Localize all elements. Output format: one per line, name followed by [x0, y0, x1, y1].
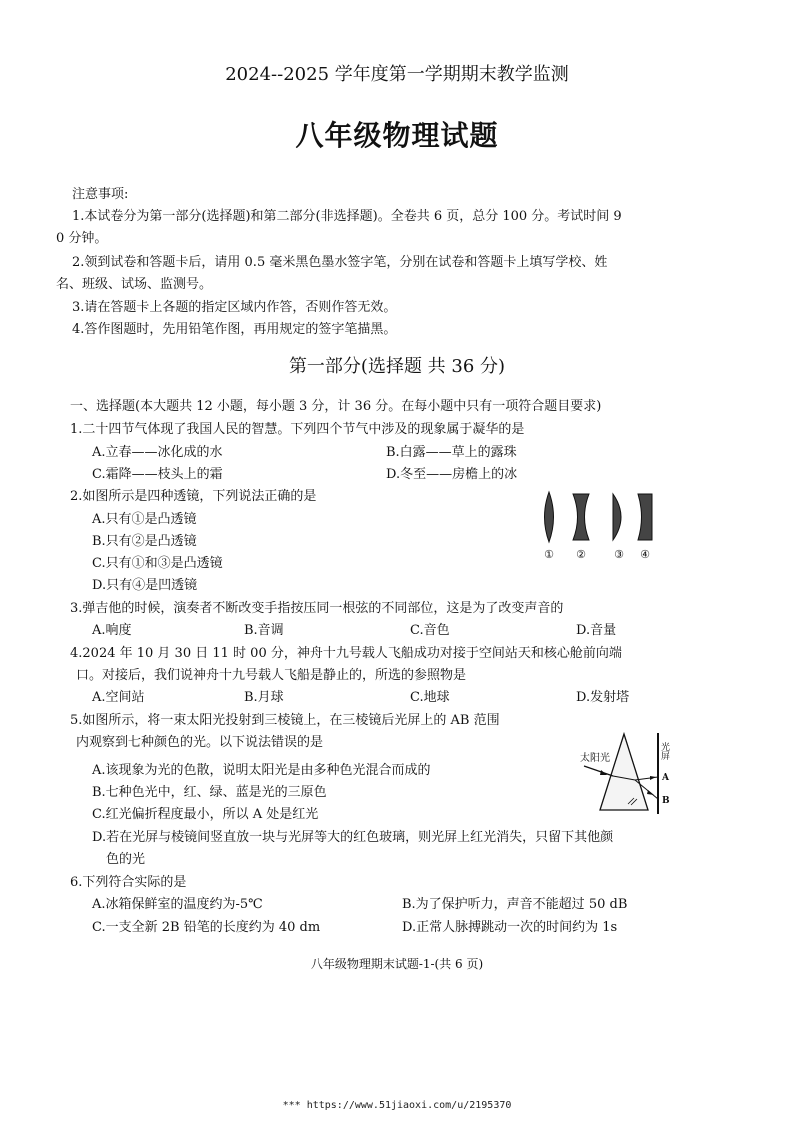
q2-option-b: B.只有②是凸透镜: [92, 534, 197, 549]
part-one-title: 第一部分(选择题 共 36 分): [288, 356, 506, 377]
q3-stem: 3.弹吉他的时候，演奏者不断改变手指按压同一根弦的不同部位，这是为了改变声音的: [70, 601, 564, 616]
q3-option-c: C.音色: [410, 623, 450, 638]
lens-label-4: ④: [640, 548, 650, 561]
q5-option-b: B.七种色光中，红、绿、蓝是光的三原色: [92, 785, 327, 800]
q6-option-b: B.为了保护听力，声音不能超过 50 dB: [402, 897, 628, 912]
q2-option-d: D.只有④是凹透镜: [92, 578, 198, 593]
label-b: B: [662, 796, 670, 806]
q4-option-d: D.发射塔: [576, 690, 630, 705]
q1-option-d: D.冬至——房檐上的冰: [386, 467, 518, 482]
watermark-url: *** https://www.51jiaoxi.com/u/2195370: [282, 1100, 512, 1111]
q6-stem: 6.下列符合实际的是: [70, 875, 187, 890]
q1-option-a: A.立春——冰化成的水: [92, 445, 223, 460]
sunlight-ray: [584, 766, 613, 776]
prism: [600, 734, 648, 810]
q6-option-d: D.正常人脉搏跳动一次的时间约为 1s: [402, 920, 618, 935]
q6-option-c: C.一支全新 2B 铅笔的长度约为 40 dm: [92, 920, 321, 935]
q5-stem: 5.如图所示，将一束太阳光投射到三棱镜上，在三棱镜后光屏上的 AB 范围: [70, 713, 500, 728]
q4-stem-cont: 口。对接后，我们说神舟十九号载人飞船是静止的，所选的参照物是: [76, 668, 467, 683]
prism-figure: [580, 728, 690, 816]
q4-option-b: B.月球: [244, 690, 284, 705]
notice-item-4: 4.答作图题时，先用铅笔作图，再用规定的签字笔描黑。: [72, 322, 397, 337]
lens-1-biconvex: [545, 492, 554, 542]
lens-4-planoconcave: [638, 494, 652, 540]
q3-option-a: A.响度: [92, 623, 132, 638]
q1-stem: 1.二十四节气体现了我国人民的智慧。下列四个节气中涉及的现象属于凝华的是: [70, 422, 525, 437]
q3-option-b: B.音调: [244, 623, 284, 638]
q6-option-a: A.冰箱保鲜室的温度约为-5℃: [92, 897, 263, 912]
q5-stem-cont: 内观察到七种颜色的光。以下说法错误的是: [76, 735, 324, 750]
notice-item-2-cont: 名、班级、试场、监测号。: [56, 277, 213, 292]
q3-option-d: D.音量: [576, 623, 617, 638]
sunlight-label: 太阳光: [580, 753, 610, 764]
exam-subtitle: 2024--2025 学年度第一学期期末教学监测: [225, 64, 569, 85]
lens-figure: [535, 490, 660, 565]
page-footer: 八年级物理期末试题-1-(共 6 页): [310, 957, 484, 971]
q4-stem: 4.2024 年 10 月 30 日 11 时 00 分，神舟十九号载人飞船成功对接于空间站天和核心舱前向端: [70, 646, 622, 661]
q5-option-a: A.该现象为光的色散，说明太阳光是由多种色光混合而成的: [92, 763, 431, 778]
q5-option-c: C.红光偏折程度最小，所以 A 处是红光: [92, 807, 319, 822]
section-heading: 一、选择题(本大题共 12 小题，每小题 3 分，计 36 分。在每小题中只有一项符合题目要求): [70, 399, 602, 414]
notice-item-3: 3.请在答题卡上各题的指定区域内作答，否则作答无效。: [72, 300, 397, 315]
q1-option-b: B.白露——草上的露珠: [386, 445, 517, 460]
lens-3-planoconvex: [613, 494, 621, 540]
notice-item-2: 2.领到试卷和答题卡后，请用 0.5 毫米黑色墨水签字笔，分别在试卷和答题卡上填写学校、姓: [72, 255, 608, 270]
q4-option-c: C.地球: [410, 690, 450, 705]
arrow-b: [647, 790, 654, 795]
exam-title: 八年级物理试题: [295, 119, 499, 152]
q2-stem: 2.如图所示是四种透镜，下列说法正确的是: [70, 489, 317, 504]
q5-option-d: D.若在光屏与棱镜间竖直放一块与光屏等大的红色玻璃，则光屏上红光消失，只留下其他颜: [92, 830, 614, 845]
lens-label-1: ①: [544, 548, 554, 561]
sunlight-arrow: [600, 770, 607, 775]
notice-item-1-cont: 0 分钟。: [56, 231, 108, 246]
notice-item-1: 1.本试卷分为第一部分(选择题)和第二部分(非选择题)。全卷共 6 页，总分 100 分。考试时间 9: [72, 209, 622, 224]
q1-option-c: C.霜降——枝头上的霜: [92, 467, 223, 482]
notice-heading: 注意事项:: [72, 187, 129, 202]
q2-option-c: C.只有①和③是凸透镜: [92, 556, 223, 571]
lens-label-3: ③: [614, 548, 624, 561]
lens-2-biconcave: [573, 494, 589, 540]
label-a: A: [662, 773, 669, 783]
q4-option-a: A.空间站: [92, 690, 145, 705]
screen-label: 光屏: [659, 742, 669, 760]
arrow-a: [650, 776, 656, 780]
lens-label-2: ②: [576, 548, 586, 561]
q2-option-a: A.只有①是凸透镜: [92, 512, 197, 527]
q5-option-d-cont: 色的光: [106, 852, 146, 867]
